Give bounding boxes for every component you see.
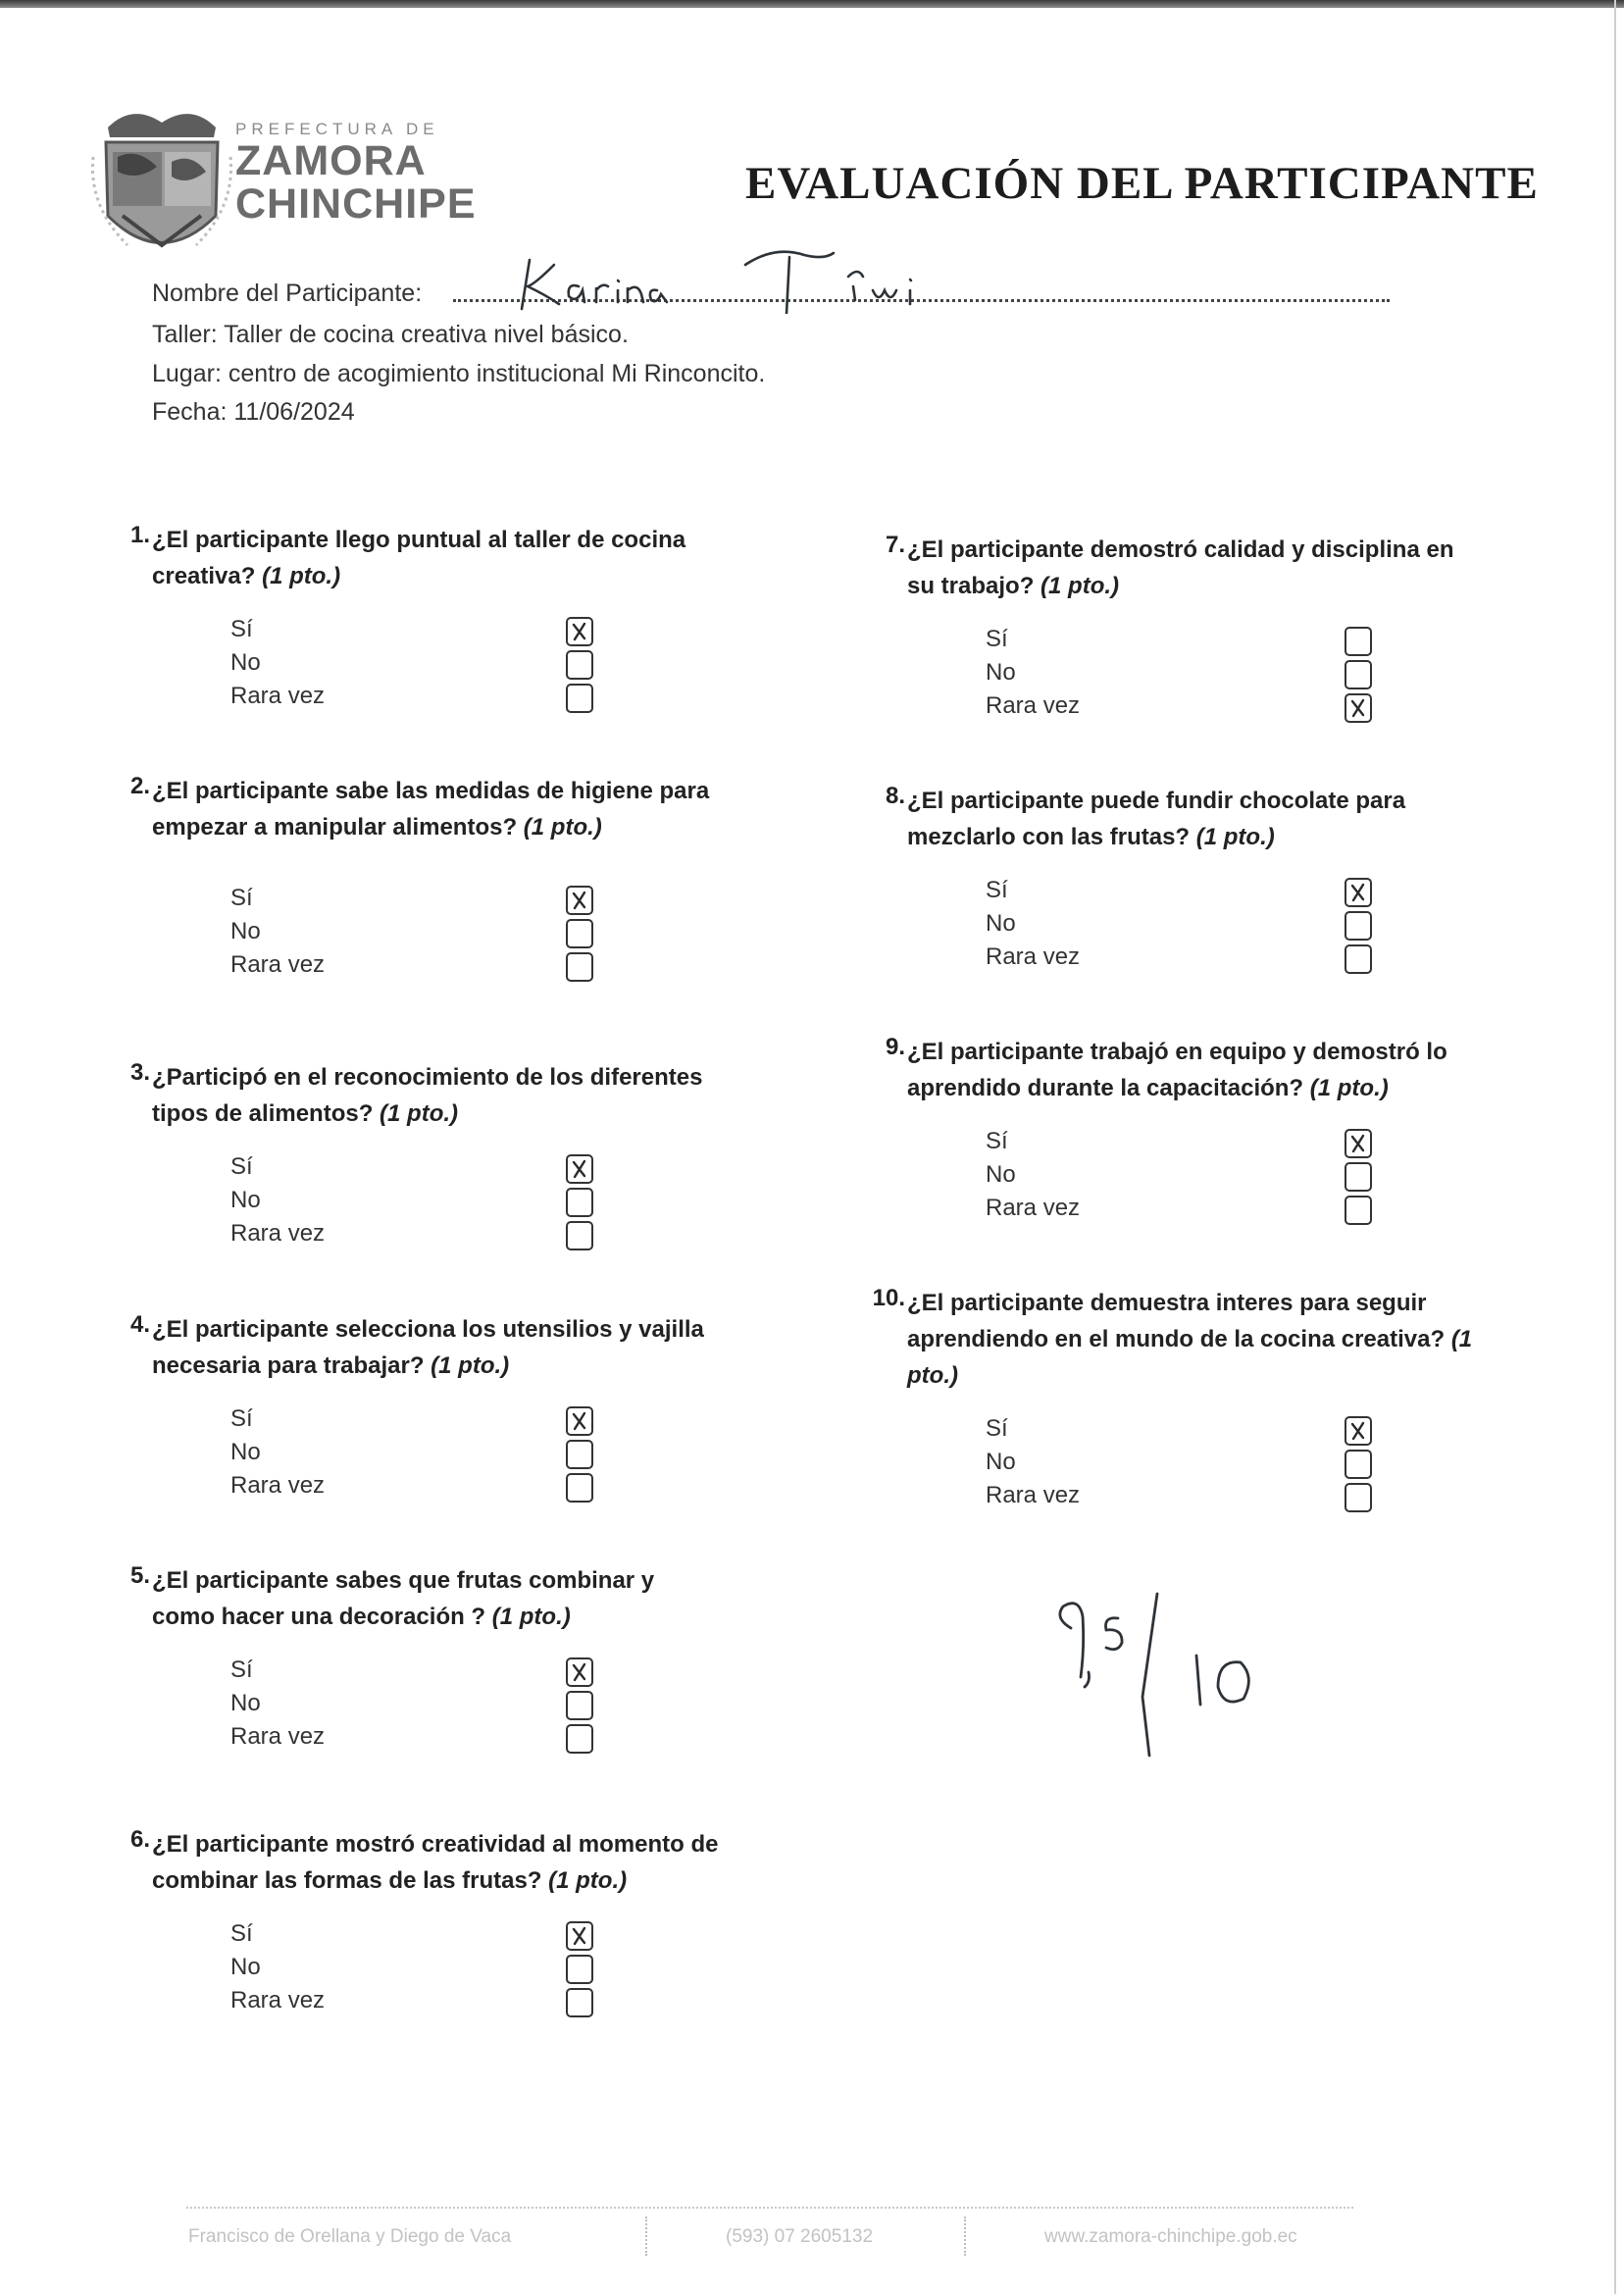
question-text: ¿El participante llego puntual al taller de cocina creativa? (1 pto.) <box>152 527 686 589</box>
answer-option-label: No <box>986 1161 1016 1188</box>
answer-option-label: Rara vez <box>230 1723 326 1750</box>
handwritten-participant-name <box>510 226 941 314</box>
answer-option <box>907 875 1476 908</box>
answer-option-label: Sí <box>230 1657 253 1683</box>
answer-option <box>152 1655 721 1688</box>
answer-option-label: Sí <box>986 877 1008 903</box>
answer-option <box>152 1985 721 2018</box>
answer-option-label: Rara vez <box>230 1472 326 1499</box>
question-10 <box>872 1285 1476 1513</box>
answer-options <box>152 1151 721 1251</box>
answer-option-label: Rara vez <box>986 692 1081 719</box>
answer-checkbox[interactable] <box>566 1473 593 1503</box>
answer-option-label: Sí <box>986 626 1008 652</box>
answer-option <box>152 916 721 949</box>
taller-line: Taller: Taller de cocina creativa nivel básico. <box>152 321 629 348</box>
question-points: (1 pto.) <box>907 1326 1473 1389</box>
answer-option-label: Sí <box>230 1920 253 1947</box>
document-title: EVALUACIÓN DEL PARTICIPANTE <box>745 158 1539 209</box>
checkmark-icon <box>1346 1418 1370 1444</box>
answer-checkbox[interactable] <box>1345 911 1372 941</box>
answer-option-label: No <box>230 649 261 676</box>
answer-option <box>152 883 721 916</box>
answer-checkbox[interactable] <box>566 650 593 680</box>
answer-option <box>907 1126 1476 1159</box>
answer-option <box>152 1721 721 1755</box>
answer-option-label: Rara vez <box>230 1220 326 1247</box>
question-7 <box>885 532 1476 724</box>
question-points: (1 pto.) <box>1309 1075 1389 1101</box>
answer-options <box>907 1126 1476 1226</box>
question-2 <box>129 773 721 983</box>
checkmark-icon <box>568 1156 591 1182</box>
answer-option <box>152 1218 721 1251</box>
handwritten-score <box>1049 1589 1285 1765</box>
answer-option-label: No <box>986 910 1016 937</box>
question-text: ¿El participante sabe las medidas de higiene para empezar a manipular alimentos? (1 pto.) <box>152 778 710 841</box>
checkmark-icon <box>1346 695 1370 721</box>
scan-right-edge <box>1614 0 1616 2294</box>
question-text: ¿El participante sabes que frutas combinar y como hacer una decoración ? (1 pto.) <box>152 1567 655 1630</box>
answer-options <box>152 1655 721 1755</box>
answer-checkbox[interactable] <box>566 1154 593 1184</box>
question-number: 1. <box>129 522 150 548</box>
answer-option-label: No <box>986 659 1016 686</box>
answer-options <box>152 883 721 983</box>
answer-checkbox[interactable] <box>566 617 593 646</box>
question-3 <box>129 1059 721 1251</box>
answer-checkbox[interactable] <box>1345 627 1372 656</box>
scan-top-edge <box>0 0 1624 8</box>
answer-options <box>907 1413 1476 1513</box>
question-points: (1 pto.) <box>491 1604 571 1630</box>
question-text: ¿El participante demostró calidad y disciplina en su trabajo? (1 pto.) <box>907 536 1454 599</box>
answer-options <box>907 624 1476 724</box>
answer-checkbox[interactable] <box>566 684 593 713</box>
answer-checkbox[interactable] <box>1345 1162 1372 1192</box>
question-number: 2. <box>129 773 150 799</box>
footer-phone: (593) 07 2605132 <box>726 2226 874 2247</box>
lugar-line: Lugar: centro de acogimiento institucional Mi Rinconcito. <box>152 360 766 387</box>
footer-separator <box>645 2217 653 2256</box>
footer-website: www.zamora-chinchipe.gob.ec <box>1044 2226 1297 2247</box>
question-number: 4. <box>129 1311 150 1338</box>
question-number: 8. <box>885 783 905 809</box>
answer-checkbox[interactable] <box>566 1955 593 1984</box>
answer-option <box>152 1151 721 1185</box>
answer-option <box>907 1480 1476 1513</box>
answer-option <box>152 1185 721 1218</box>
question-points: (1 pto.) <box>380 1100 459 1127</box>
question-text: ¿El participante mostró creatividad al momento de combinar las formas de las frutas? (1 pto.) <box>152 1831 719 1894</box>
answer-option <box>152 1403 721 1437</box>
question-6 <box>129 1826 721 2018</box>
question-4 <box>129 1311 721 1504</box>
answer-option-label: No <box>986 1449 1016 1475</box>
question-9 <box>885 1034 1476 1226</box>
answer-checkbox[interactable] <box>1345 1483 1372 1512</box>
answer-checkbox[interactable] <box>566 1724 593 1754</box>
answer-options <box>152 1403 721 1504</box>
answer-option <box>907 1413 1476 1447</box>
question-number: 3. <box>129 1059 150 1086</box>
answer-option-label: Sí <box>986 1128 1008 1154</box>
answer-checkbox[interactable] <box>566 1921 593 1951</box>
answer-checkbox[interactable] <box>566 952 593 982</box>
logo-line-1: ZAMORA <box>235 137 427 184</box>
answer-checkbox[interactable] <box>1345 878 1372 907</box>
answer-option-label: Rara vez <box>986 1195 1081 1221</box>
answer-checkbox[interactable] <box>566 886 593 915</box>
answer-option <box>907 1193 1476 1226</box>
logo-pre-text: PREFECTURA DE <box>235 120 439 138</box>
question-number: 10. <box>872 1285 905 1311</box>
checkmark-icon <box>1346 1131 1370 1156</box>
answer-options <box>907 875 1476 975</box>
answer-option-label: Sí <box>230 616 253 642</box>
answer-option-label: No <box>230 918 261 944</box>
answer-checkbox[interactable] <box>1345 1450 1372 1479</box>
question-text: ¿El participante puede fundir chocolate para mezclarlo con las frutas? (1 pto.) <box>907 788 1406 850</box>
checkmark-icon <box>568 619 591 644</box>
answer-options <box>152 1918 721 2018</box>
fecha-line: Fecha: 11/06/2024 <box>152 398 355 426</box>
answer-option <box>907 1159 1476 1193</box>
answer-option <box>152 614 721 647</box>
checkmark-icon <box>568 1659 591 1685</box>
answer-option <box>907 690 1476 724</box>
footer-separator <box>964 2217 972 2256</box>
question-text: ¿El participante trabajó en equipo y demostró lo aprendido durante la capacitación? (1 pto.) <box>907 1039 1447 1101</box>
answer-option <box>152 949 721 983</box>
question-text: ¿El participante demuestra interes para seguir aprendiendo en el mundo de la cocina creativa? (1 pto.) <box>907 1290 1473 1389</box>
question-points: (1 pto.) <box>431 1352 510 1379</box>
answer-option-label: Rara vez <box>230 683 326 709</box>
question-points: (1 pto.) <box>262 563 341 589</box>
prefectura-shield-logo <box>88 98 235 275</box>
logo-wordmark <box>235 120 477 226</box>
answer-checkbox[interactable] <box>566 919 593 948</box>
answer-option <box>152 647 721 681</box>
answer-checkbox[interactable] <box>1345 1129 1372 1158</box>
answer-option-label: Rara vez <box>230 951 326 978</box>
answer-option <box>152 1688 721 1721</box>
checkmark-icon <box>1346 880 1370 905</box>
answer-option-label: Rara vez <box>986 1482 1081 1508</box>
answer-option-label: Sí <box>230 1405 253 1432</box>
answer-option <box>907 908 1476 942</box>
answer-checkbox[interactable] <box>566 1988 593 2017</box>
answer-checkbox[interactable] <box>566 1691 593 1720</box>
logo-line-2: CHINCHIPE <box>235 180 477 228</box>
answer-checkbox[interactable] <box>566 1406 593 1436</box>
answer-checkbox[interactable] <box>1345 1416 1372 1446</box>
question-number: 6. <box>129 1826 150 1853</box>
answer-option <box>152 1952 721 1985</box>
answer-options <box>152 614 721 714</box>
footer-address: Francisco de Orellana y Diego de Vaca <box>188 2226 512 2247</box>
answer-option <box>907 657 1476 690</box>
footer-rule <box>186 2207 1353 2209</box>
question-1 <box>129 522 721 714</box>
question-points: (1 pto.) <box>548 1867 628 1894</box>
answer-checkbox[interactable] <box>1345 1196 1372 1225</box>
question-points: (1 pto.) <box>1040 573 1120 599</box>
answer-option-label: Sí <box>230 1153 253 1180</box>
question-5 <box>129 1562 721 1755</box>
question-text: ¿El participante selecciona los utensilios y vajilla necesaria para trabajar? (1 pto.) <box>152 1316 704 1379</box>
answer-option-label: No <box>230 1439 261 1465</box>
question-text: ¿Participó en el reconocimiento de los diferentes tipos de alimentos? (1 pto.) <box>152 1064 703 1127</box>
answer-checkbox[interactable] <box>566 1188 593 1217</box>
answer-option <box>907 1447 1476 1480</box>
answer-checkbox[interactable] <box>1345 944 1372 974</box>
question-number: 7. <box>885 532 905 558</box>
answer-checkbox[interactable] <box>1345 693 1372 723</box>
answer-option <box>907 624 1476 657</box>
answer-checkbox[interactable] <box>566 1440 593 1469</box>
question-points: (1 pto.) <box>523 814 602 841</box>
participant-name-label: Nombre del Participante: <box>152 280 423 307</box>
answer-option-label: No <box>230 1187 261 1213</box>
answer-option-label: No <box>230 1954 261 1980</box>
answer-option-label: Rara vez <box>230 1987 326 2014</box>
answer-option-label: No <box>230 1690 261 1716</box>
answer-option <box>152 1437 721 1470</box>
answer-option-label: Sí <box>230 885 253 911</box>
answer-option <box>152 681 721 714</box>
answer-option <box>907 942 1476 975</box>
answer-checkbox[interactable] <box>566 1657 593 1687</box>
answer-checkbox[interactable] <box>566 1221 593 1250</box>
answer-checkbox[interactable] <box>1345 660 1372 689</box>
answer-option-label: Sí <box>986 1415 1008 1442</box>
question-points: (1 pto.) <box>1195 824 1275 850</box>
checkmark-icon <box>568 1923 591 1949</box>
question-8 <box>885 783 1476 975</box>
checkmark-icon <box>568 1408 591 1434</box>
question-number: 9. <box>885 1034 905 1060</box>
answer-option-label: Rara vez <box>986 943 1081 970</box>
answer-option <box>152 1470 721 1504</box>
question-number: 5. <box>129 1562 150 1589</box>
checkmark-icon <box>568 888 591 913</box>
answer-option <box>152 1918 721 1952</box>
